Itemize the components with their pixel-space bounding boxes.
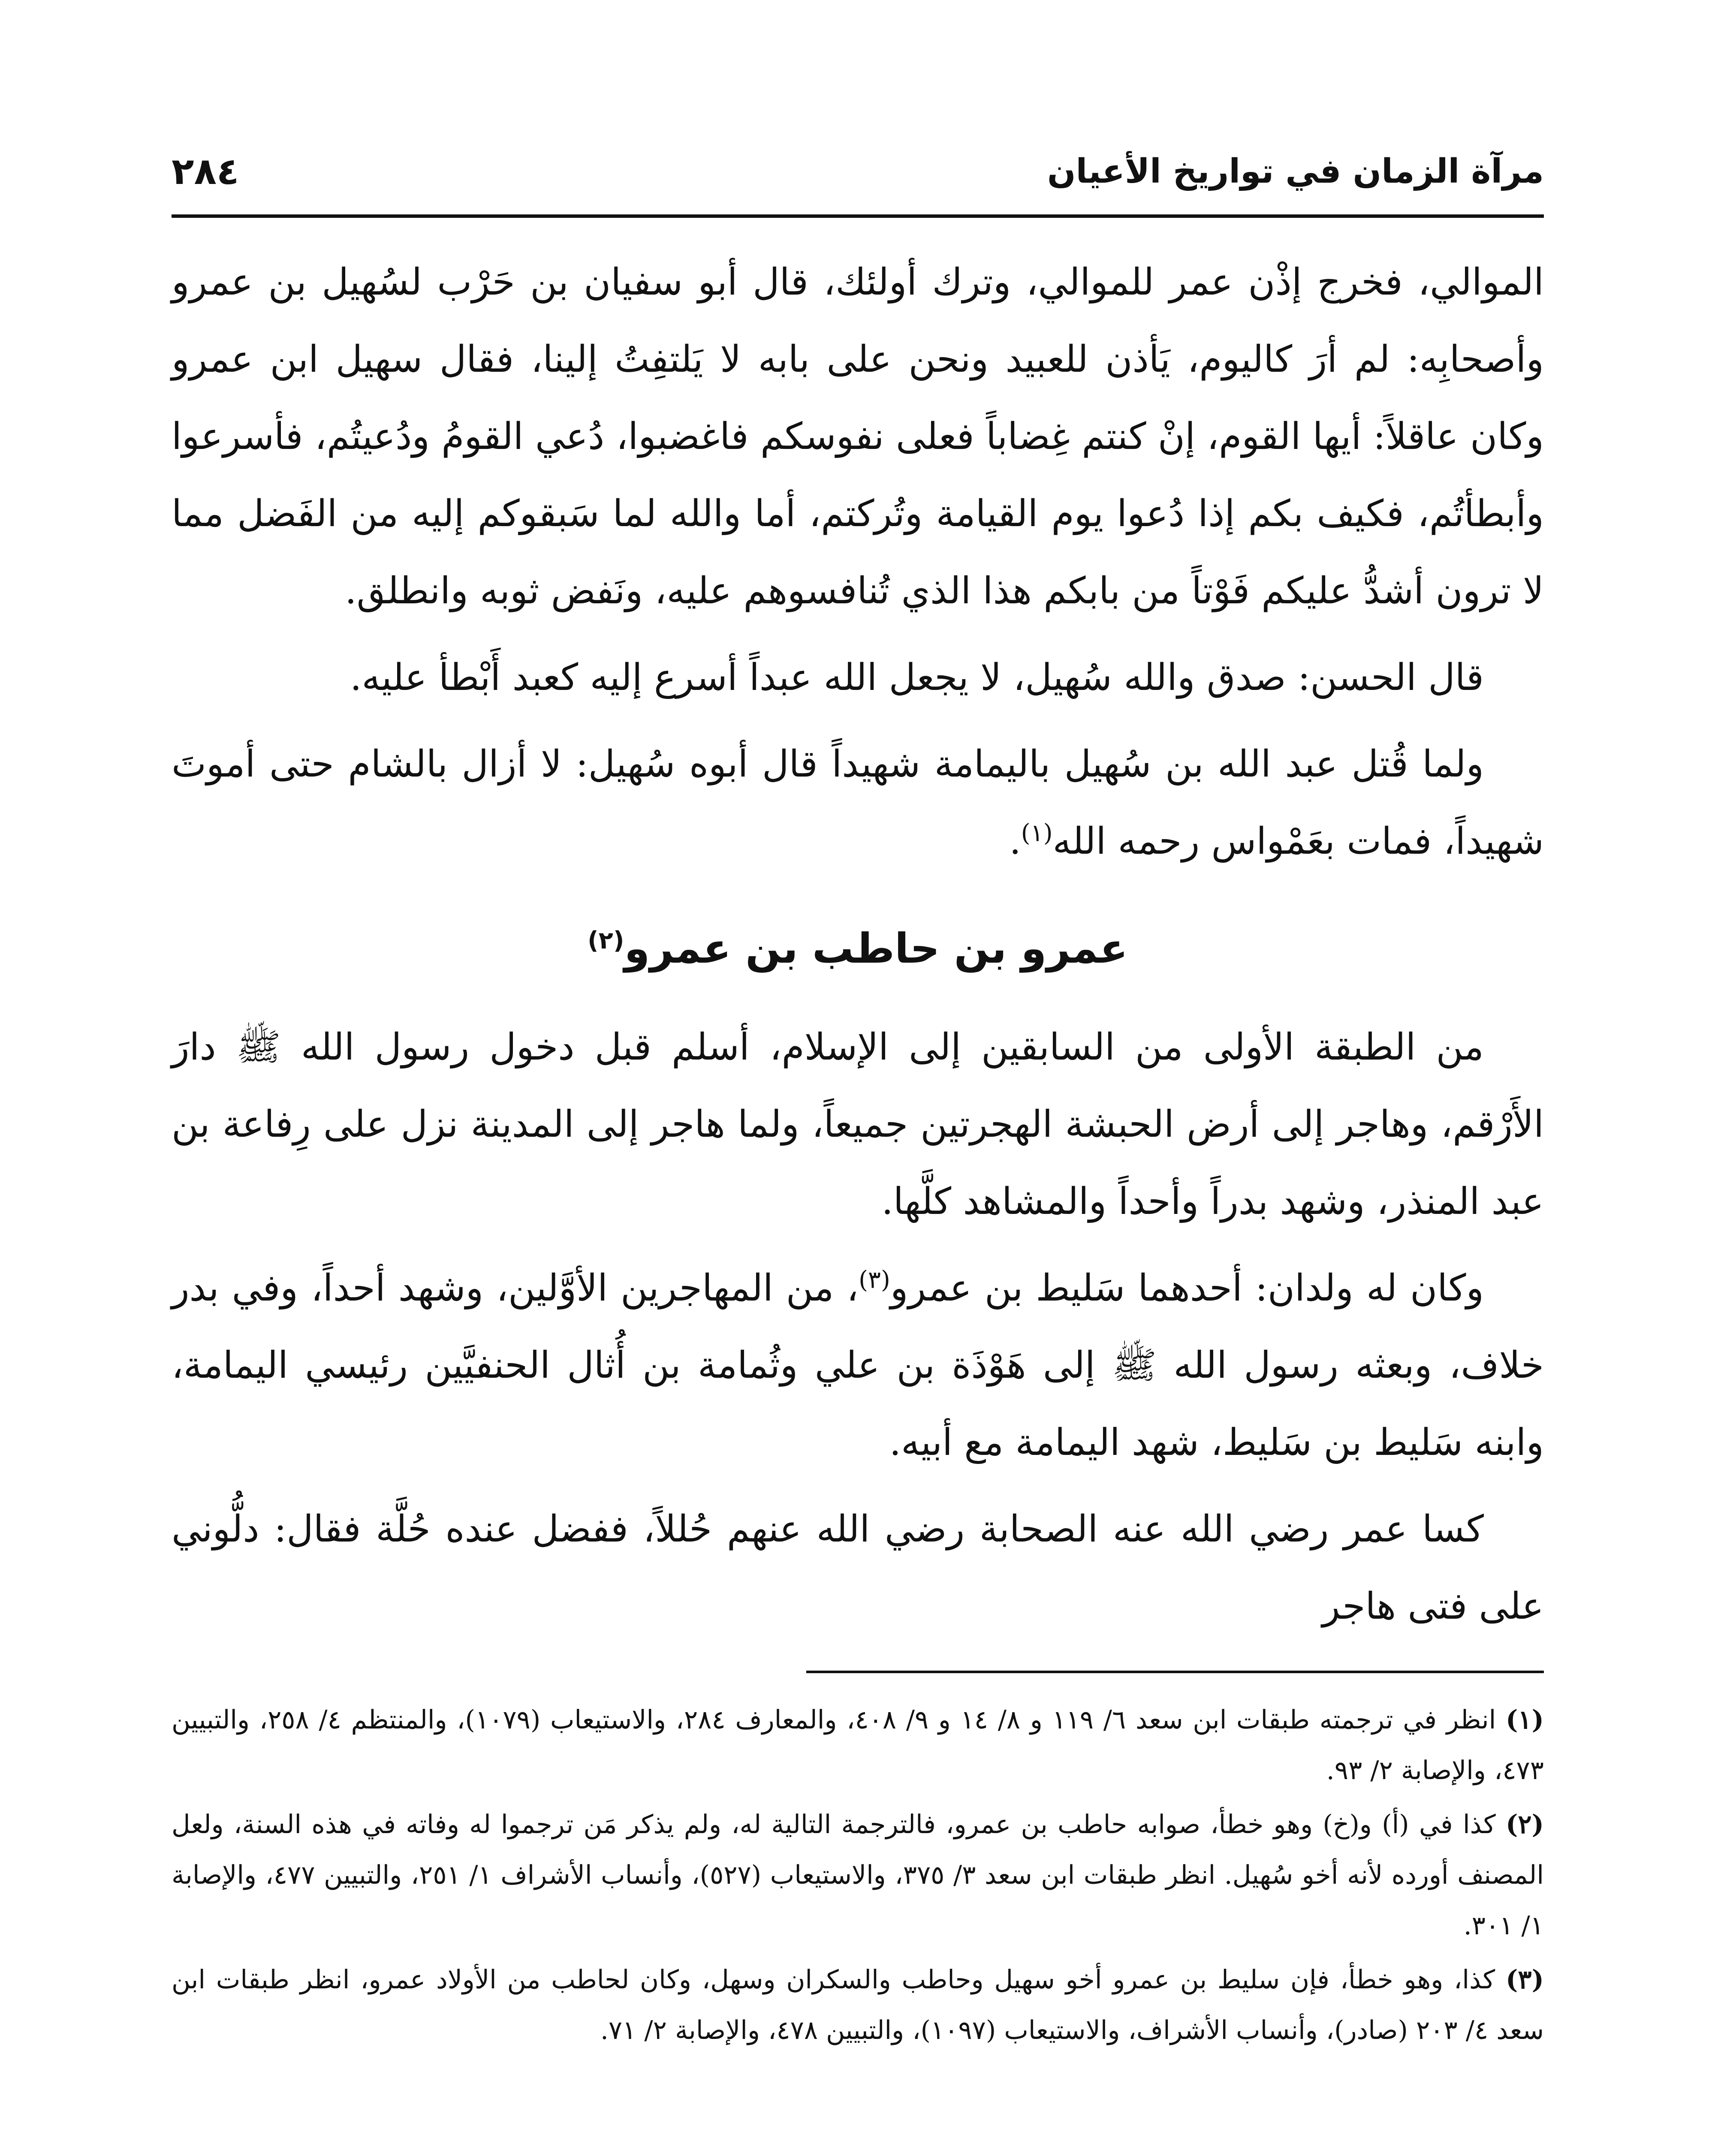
book-page: [172, 129, 1544, 2144]
page-number: ٢٨٤: [172, 150, 239, 193]
footnote-text: انظر في ترجمته طبقات ابن سعد ٦/ ١١٩ و ٨/ ١٤ و ٩/ ٤٠٨، والمعارف ٢٨٤، والاستيعاب (١٠٧٩)، والمنتظم ٤/ ٢٥٨، والتبيين ٤٧٣، والإصابة ٢/ ٩٣.: [172, 1705, 1544, 1786]
section-heading: [172, 910, 1544, 987]
footnote-number: (٢): [1505, 1810, 1544, 1840]
paragraph-6: كسا عمر رضي الله عنه الصحابة رضي الله عنهم حُللاً، ففضل عنده حُلَّة فقال: دلُّوني على فتى هاجر: [172, 1508, 1544, 1628]
footnote-text: كذا، وهو خطأ، فإن سليط بن عمرو أخو سهيل وحاطب والسكران وسهل، وكان لحاطب من الأولاد عمرو، انظر طبقات ابن سعد ٤/ ٢٠٣ (صادر)، وأنساب الأشراف، والاستيعاب (١٠٩٧)، والتبيين ٤٧٨، والإصابة ٢/ ٧١.: [172, 1965, 1544, 2045]
footnote-ref-2[interactable]: (٢): [588, 927, 624, 955]
main-text: [172, 244, 1544, 1645]
heading-text: عمرو بن حاطب بن عمرو: [624, 924, 1128, 973]
paragraph-5-before: وكان له ولدان: أحدهما سَليط بن عمرو: [890, 1267, 1484, 1310]
paragraph-5: [172, 1250, 1544, 1481]
footnote-ref-1[interactable]: (١): [1021, 819, 1053, 847]
paragraph-4: من الطبقة الأولى من السابقين إلى الإسلام، أسلم قبل دخول رسول الله ﷺ دارَ الأَرْقم، وهاجر إلى أرض الحبشة الهجرتين جميعاً، ولما هاجر إلى المدينة نزل على رِفاعة بن عبد المنذر، وشهد بدراً وأحداً والمشاهد كلَّها.: [172, 1026, 1544, 1223]
paragraph-3: [172, 726, 1544, 880]
footnote-2: [172, 1799, 1544, 1951]
paragraph-3-end: .: [1009, 820, 1021, 863]
footnote-text: كذا في (أ) و(خ) وهو خطأ، صوابه حاطب بن عمرو، فالترجمة التالية له، ولم يذكر مَن ترجموا له وفاته في هذه السنة، ولعل المصنف أورده لأنه أخو سُهيل. انظر طبقات ابن سعد ٣/ ٣٧٥، والاستيعاب (٥٢٧)، وأنساب الأشراف ١/ ٢٥١، والتبيين ٤٧٧، والإصابة ١/ ٣٠١.: [172, 1810, 1544, 1941]
paragraph-1: الموالي، فخرج إذْن عمر للموالي، وترك أولئك، قال أبو سفيان بن حَرْب لسُهيل بن عمرو وأصحابِه: لم أرَ كاليوم، يَأذن للعبيد ونحن على بابه لا يَلتفِتُ إلينا، فقال سهيل ابن عمرو وكان عاقلاً: أيها القوم، إنْ كنتم غِضاباً فعلى نفوسكم فاغضبوا، دُعي القومُ ودُعيتُم، فأسرعوا وأبطأتُم، فكيف بكم إذا دُعوا يوم القيامة وتُركتم، أما والله لما سَبقوكم إليه من الفَضل مما لا ترون أشدُّ عليكم فَوْتاً من بابكم هذا الذي تُنافسوهم عليه، ونَفض ثوبه وانطلق.: [172, 261, 1544, 612]
footnote-number: (١): [1505, 1705, 1544, 1735]
footnote-number: (٣): [1505, 1965, 1544, 1995]
footnote-ref-3[interactable]: (٣): [859, 1266, 890, 1294]
paragraph-3-text: ولما قُتل عبد الله بن سُهيل باليمامة شهيداً قال أبوه سُهيل: لا أزال بالشام حتى أموتَ شهيداً، فمات بعَمْواس رحمه الله: [172, 743, 1544, 863]
paragraph-5-after: ، من المهاجرين الأوَّلين، وشهد أحداً، وفي بدر خلاف، وبعثه رسول الله ﷺ إلى هَوْذَة بن علي وثُمامة بن أُثال الحنفيَّين رئيسي اليمامة، وابنه سَليط بن سَليط، شهد اليمامة مع أبيه.: [172, 1267, 1544, 1464]
paragraph-2: قال الحسن: صدق والله سُهيل، لا يجعل الله عبداً أسرع إليه كعبد أَبْطأ عليه.: [350, 656, 1484, 699]
footnote-3: [172, 1954, 1544, 2056]
footnote-1: [172, 1695, 1544, 1796]
footnotes: [172, 1695, 1544, 2056]
running-header: [172, 129, 1544, 218]
footnote-separator: [806, 1671, 1544, 1673]
running-title: مرآة الزمان في تواريخ الأعيان: [1047, 152, 1544, 191]
